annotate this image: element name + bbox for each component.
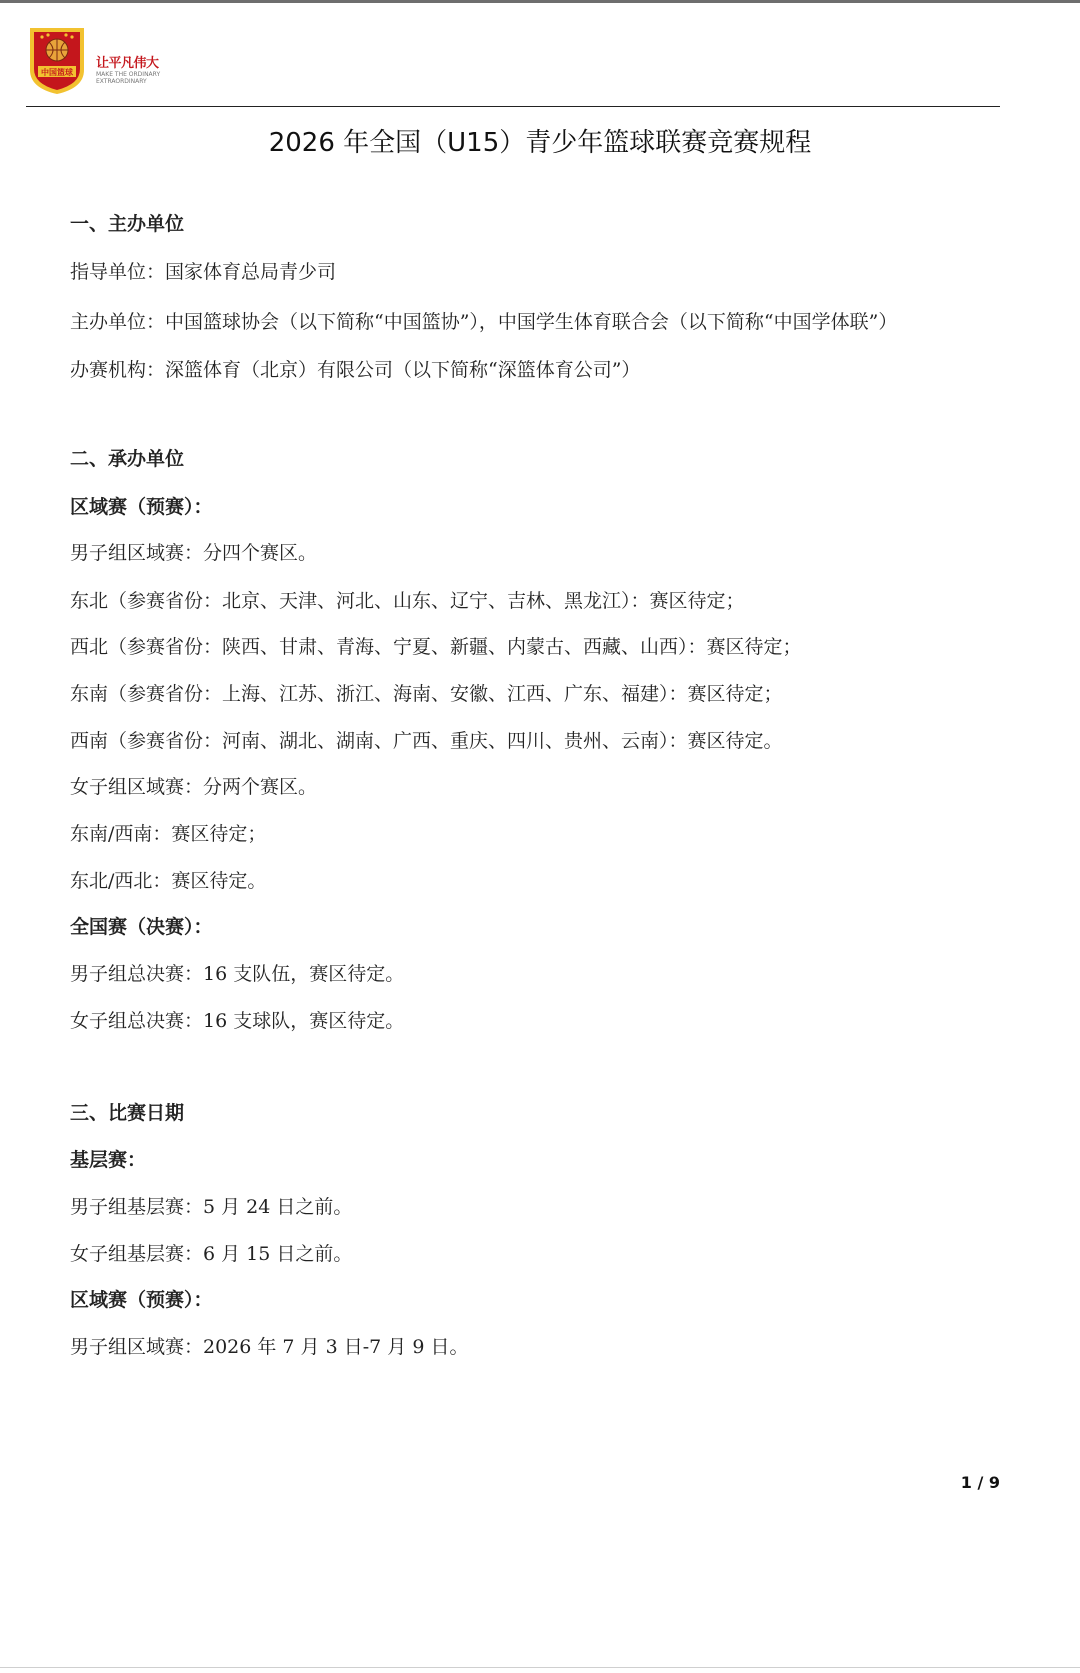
- logo-text: 中国篮球: [41, 68, 73, 77]
- document-title: 2026 年全国（U15）青少年篮球联赛竞赛规程: [268, 128, 812, 158]
- paragraph-line: 东南/西南：赛区待定；: [70, 823, 267, 845]
- slogan-subtext: MAKE THE ORDINARY EXTRAORDINARY: [96, 71, 161, 85]
- paragraph-line: 东北（参赛省份：北京、天津、河北、山东、辽宁、吉林、黑龙江）：赛区待定；: [70, 590, 745, 612]
- paragraph-line: 东南（参赛省份：上海、江苏、浙江、海南、安徽、江西、广东、福建）：赛区待定；: [70, 683, 783, 705]
- paragraph-line: 西北（参赛省份：陕西、甘肃、青海、宁夏、新疆、内蒙古、西藏、山西）：赛区待定；: [70, 636, 802, 658]
- slogan-text: 让平凡伟大: [96, 56, 159, 71]
- subsection-heading: 区域赛（预赛）：: [70, 1289, 213, 1311]
- paragraph-line: 西南（参赛省份：河南、湖北、湖南、广西、重庆、四川、贵州、云南）：赛区待定。: [70, 730, 783, 752]
- page-bottom-edge: [0, 1667, 1080, 1668]
- paragraph-line: 女子组基层赛：6 月 15 日之前。: [70, 1243, 353, 1265]
- page-number: 1 / 9: [960, 1473, 1000, 1492]
- subsection-heading: 区域赛（预赛）：: [70, 496, 213, 518]
- paragraph-line: 女子组总决赛：16 支球队，赛区待定。: [70, 1010, 405, 1032]
- paragraph-line: 办赛机构：深篮体育（北京）有限公司（以下简称“深篮体育公司”）: [70, 359, 641, 381]
- subsection-heading: 基层赛：: [70, 1149, 147, 1171]
- subsection-heading: 全国赛（决赛）：: [70, 916, 213, 938]
- paragraph-line: 男子组基层赛：5 月 24 日之前。: [70, 1196, 353, 1218]
- paragraph-line: 主办单位：中国篮球协会（以下简称“中国篮协”），中国学生体育联合会（以下简称“中国学体联”）: [70, 311, 898, 333]
- section-heading: 二、承办单位: [70, 448, 185, 470]
- section-heading: 一、主办单位: [70, 213, 185, 235]
- paragraph-line: 男子组区域赛：分四个赛区。: [70, 542, 318, 564]
- paragraph-line: 男子组区域赛：2026 年 7 月 3 日-7 月 9 日。: [70, 1336, 469, 1358]
- section-heading: 三、比赛日期: [70, 1102, 185, 1124]
- paragraph-line: 女子组区域赛：分两个赛区。: [70, 776, 318, 798]
- page-header: [0, 0, 1080, 110]
- slogan: [96, 52, 168, 84]
- paragraph-line: 指导单位：国家体育总局青少司: [70, 261, 337, 283]
- paragraph-line: 男子组总决赛：16 支队伍，赛区待定。: [70, 963, 405, 985]
- paragraph-line: 东北/西北：赛区待定。: [70, 870, 267, 892]
- cba-logo-icon: [26, 24, 88, 96]
- header-divider: [26, 106, 1000, 107]
